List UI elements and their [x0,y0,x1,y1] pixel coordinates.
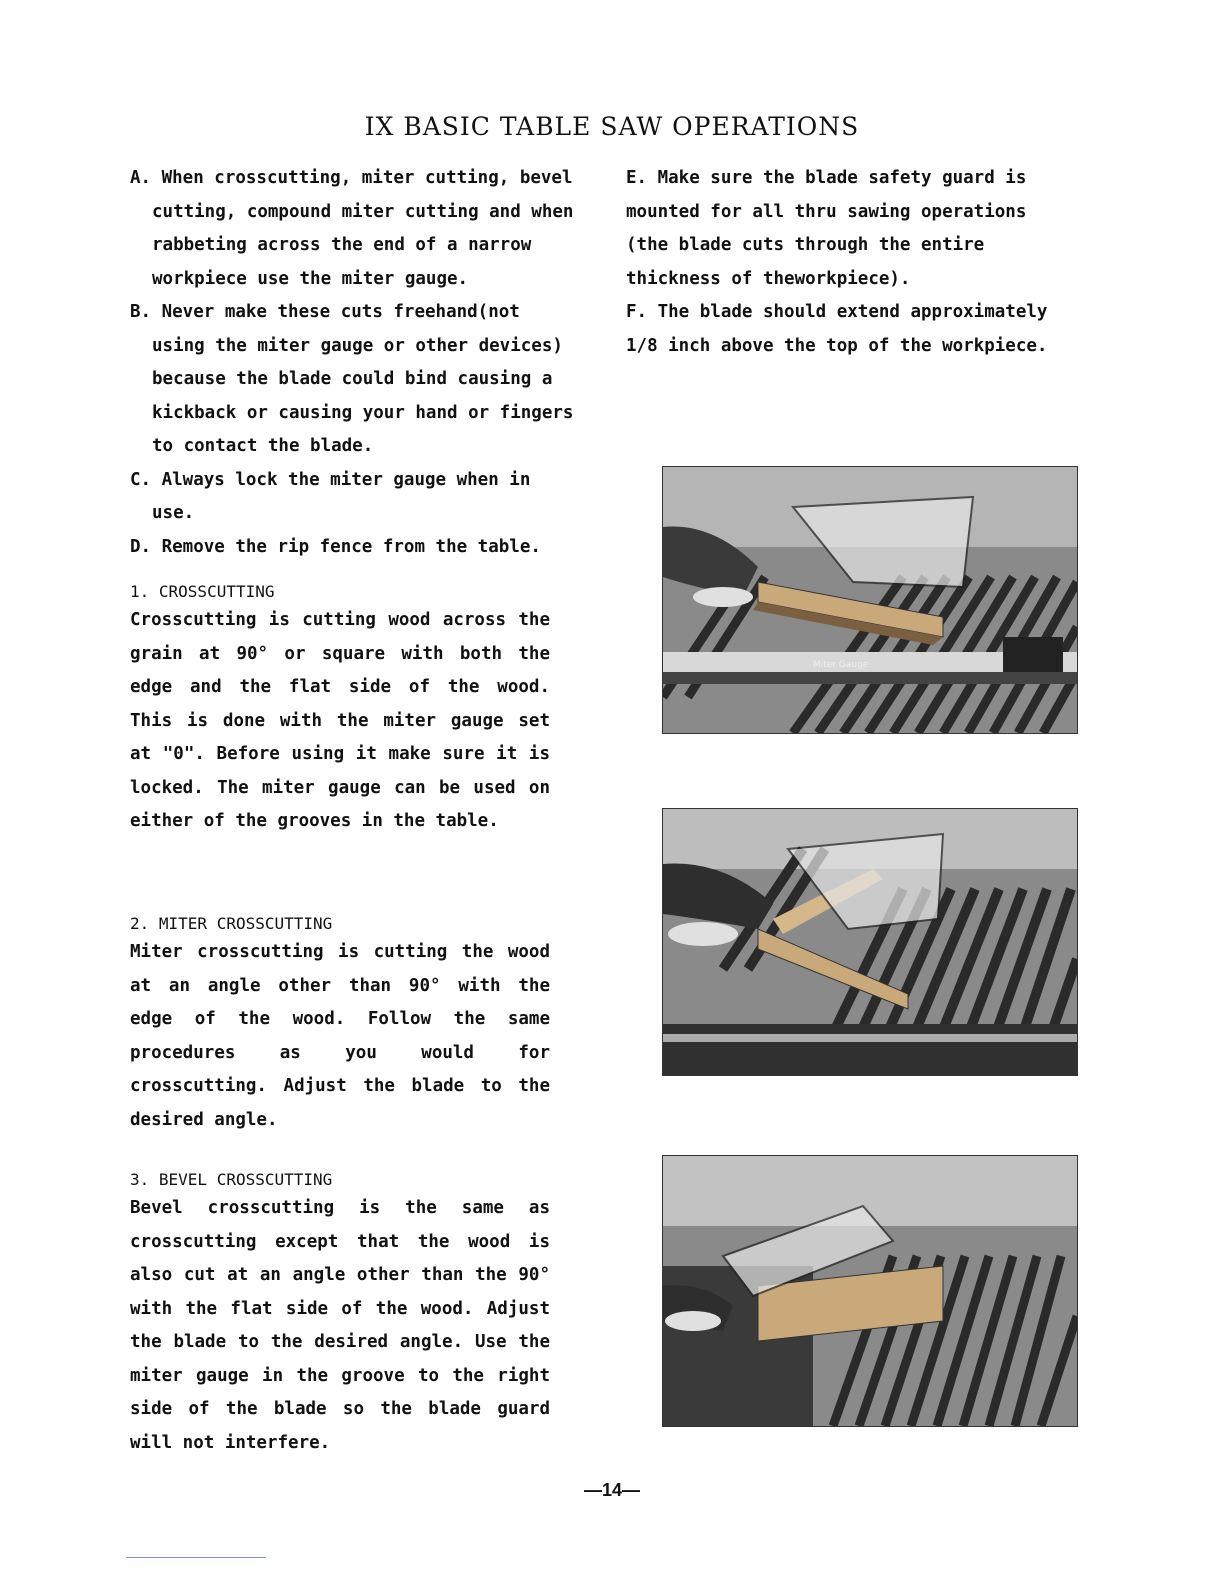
instruction-f: F. The blade should extend approximately 1/8 inch above the top of the workpiece. [626,302,1048,356]
instruction-c: C. Always lock the miter gauge when in use. [130,469,531,523]
instruction-b: B. Never make these cuts freehand(not using the miter gauge or other devices) because the blade could bind causing a kickback or causing your hand or fingers to contact the blade. [130,302,574,456]
photo-label: Miter Gauge [813,660,869,670]
photo-crosscutting [662,466,1078,734]
instruction-e: E. Make sure the blade safety guard is mounted for all thru sawing operations (the blade cuts through the entire thickness of theworkpiece). [626,168,1027,289]
section-heading: 1. CROSSCUTTING [130,582,275,601]
photo-miter-crosscutting [662,808,1078,1076]
page-title: IX BASIC TABLE SAW OPERATIONS [364,112,860,141]
section-bevel-crosscutting [130,1168,550,1460]
section-heading: 2. MITER CROSSCUTTING [130,914,333,933]
right-instructions [626,162,1076,363]
photo-bevel-crosscutting [662,1155,1078,1427]
section-body: Bevel crosscutting is the same as crosscutting except that the wood is also cut at an angle other than the 90° with the flat side of the wood. Adjust the blade to the desired angle. Use the miter gauge in the groove to the right side of the blade so the blade guard will not interfere. [130,1198,550,1453]
footer-rule [126,1557,266,1558]
page-number: —14— [583,1480,641,1500]
instruction-d: D. Remove the rip fence from the table. [130,536,541,557]
section-miter-crosscutting [130,912,550,1137]
section-body: Miter crosscutting is cutting the wood at an angle other than 90° with the edge of the wood. Follow the same procedures as you would for crosscutting. Adjust the blade to the desired angle. [130,942,550,1130]
instruction-a: A. When crosscutting, miter cutting, bevel cutting, compound miter cutting and when rabbeting across the end of a narrow workpiece use the miter gauge. [130,168,574,289]
left-instructions [130,162,580,564]
section-heading: 3. BEVEL CROSSCUTTING [130,1170,333,1189]
section-body: Crosscutting is cutting wood across the grain at 90° or square with both the edge and the flat side of the wood. This is done with the miter gauge set at "0". Before using it make sure it is locked. The miter gauge can be used on either of the grooves in the table. [130,610,550,831]
section-crosscutting [130,580,550,839]
